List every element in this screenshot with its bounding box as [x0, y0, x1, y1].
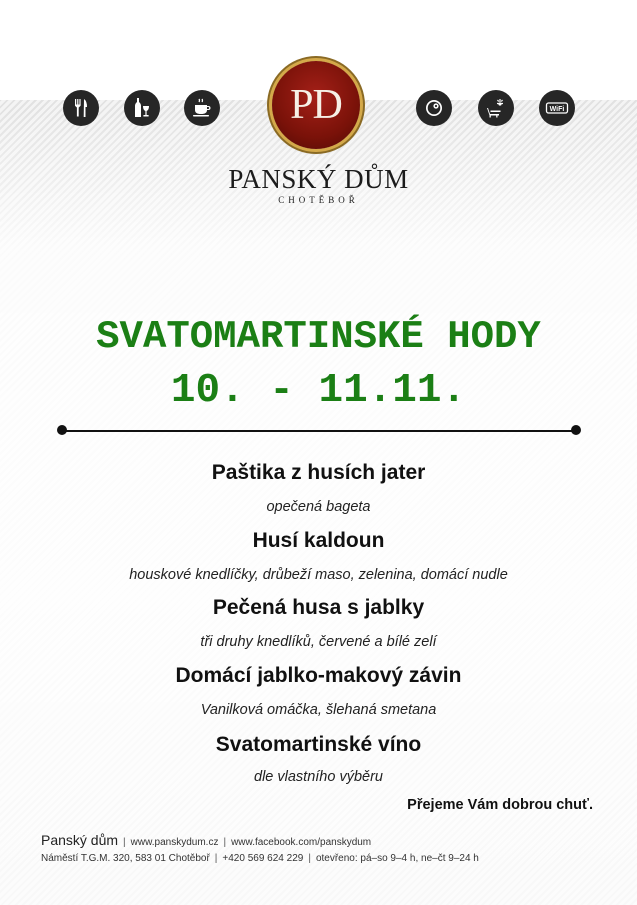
footer-facebook: www.facebook.com/panskydum [231, 837, 372, 848]
menu-item-description: dle vlastního výběru [254, 769, 383, 785]
logo-seal [272, 61, 360, 149]
menu-item-description: tři druhy knedlíků, červené a bílé zelí [200, 634, 437, 650]
footer-address-line [41, 853, 479, 864]
menu-item-name: Paštika z husích jater [211, 461, 426, 484]
footer-separator: | [223, 837, 227, 848]
divider-dot-right [571, 425, 581, 435]
brand-name: PANSKÝ DŮM [228, 164, 409, 194]
wifi-label: WiFi [549, 106, 565, 113]
menu-item-description: Vanilková omáčka, šlehaná smetana [200, 702, 437, 718]
footer-separator: | [123, 837, 126, 848]
billiard-icon [416, 90, 452, 126]
menu-item-name: Husí kaldoun [252, 529, 385, 552]
terrace-icon [478, 90, 514, 126]
footer-phone: +420 569 624 229 [222, 853, 304, 864]
footer-brand: Panský dům [41, 832, 119, 848]
wine-icon [124, 90, 160, 126]
menu-item-name: Svatomartinské víno [215, 733, 422, 756]
cutlery-icon [63, 90, 99, 126]
menu-item-name: Domácí jablko-makový závin [175, 664, 462, 687]
brand-city: CHOTĚBOŘ [278, 195, 359, 205]
divider [62, 430, 578, 432]
footer-contact-line [41, 832, 371, 848]
closing-wish: Přejeme Vám dobrou chuť. [407, 797, 593, 813]
logo-monogram: PD [290, 82, 342, 128]
footer-separator: | [308, 853, 311, 864]
footer-address: Náměstí T.G.M. 320, 583 01 Chotěboř [41, 853, 210, 864]
footer-website: www.panskydum.cz [130, 837, 219, 848]
footer-hours: otevřeno: pá–so 9–4 h, ne–čt 9–24 h [315, 853, 479, 864]
menu-item-name: Pečená husa s jablky [212, 596, 425, 619]
menu-item-description: opečená bageta [266, 499, 371, 515]
footer-separator: | [214, 853, 218, 864]
menu-item-description: houskové knedlíčky, drůbeží maso, zelenina, domácí nudle [129, 567, 508, 583]
coffee-icon [184, 90, 220, 126]
event-dates: 10. - 11.11. [170, 368, 467, 414]
event-title: SVATOMARTINSKÉ HODY [96, 315, 541, 359]
wifi-icon [539, 90, 575, 126]
